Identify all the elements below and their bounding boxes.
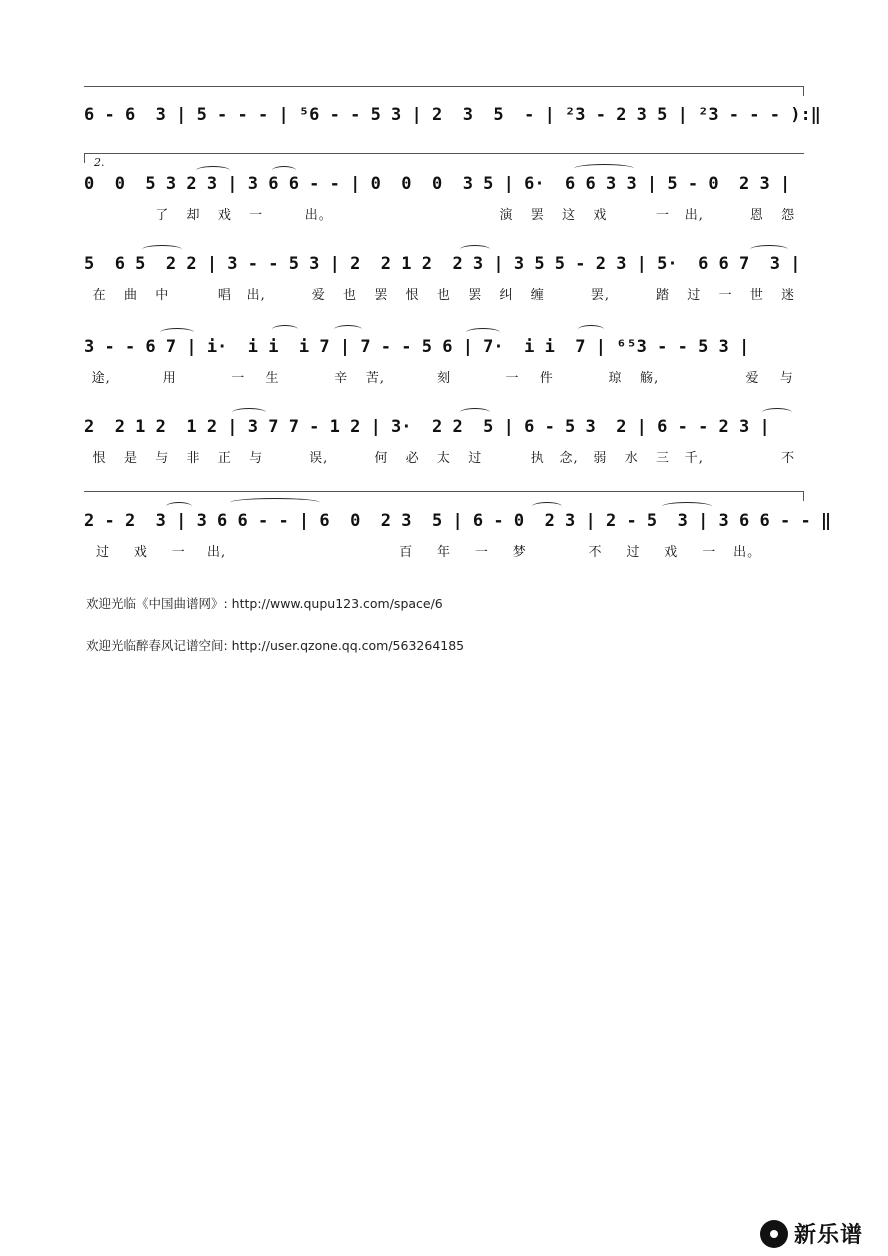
lyric-syllable: 出。 [733, 544, 762, 560]
lyric-syllable: 出, [684, 207, 704, 223]
footer-link-qupu123[interactable]: 欢迎光临《中国曲谱网》: http://www.qupu123.com/space/6 [86, 596, 443, 611]
slur-mark [466, 328, 500, 337]
lyric-syllable: 念, [559, 450, 579, 466]
lyric-syllable: 正 [217, 450, 232, 466]
lyric-syllable: 罢, [590, 287, 610, 303]
lyrics-row-2 [84, 203, 804, 223]
lyric-syllable: 执 [530, 450, 545, 466]
lyric-syllable: 三 [655, 450, 670, 466]
lyric-syllable: 罢 [530, 207, 545, 223]
lyric-syllable: 在 [92, 287, 107, 303]
lyric-syllable: 非 [186, 450, 201, 466]
notes-row-2: 0 0 5 3 2 3 | 3 6 6 - - | 0 0 0 3 5 | 6· 6 6 3 3 | 5 - 0 2 3 | [84, 174, 791, 194]
lyric-syllable: 年 [436, 544, 451, 560]
notes-row-5: 2 2 1 2 1 2 | 3 7 7 - 1 2 | 3· 2 2 5 | 6 - 5 3 2 | 6 - - 2 3 | [84, 417, 770, 437]
lyrics-row-5 [84, 446, 804, 466]
lyric-syllable: 千, [684, 450, 704, 466]
volta-label: 2. [94, 156, 105, 169]
lyric-syllable: 爱 [311, 287, 326, 303]
lyric-syllable: 恩 [749, 207, 764, 223]
slur-mark [762, 408, 792, 417]
lyric-syllable: 踏 [655, 287, 670, 303]
lyric-syllable: 是 [123, 450, 138, 466]
lyrics-row-3 [84, 283, 804, 303]
slur-mark [750, 245, 788, 254]
lyric-syllable: 过 [687, 287, 702, 303]
slur-mark [460, 408, 490, 417]
lyric-syllable: 迷 [781, 287, 796, 303]
lyric-syllable: 与 [155, 450, 170, 466]
slur-mark [460, 245, 490, 254]
lyric-syllable: 出, [207, 544, 227, 560]
rule-tick [803, 86, 804, 96]
lyric-syllable: 过 [95, 544, 110, 560]
lyric-syllable: 也 [343, 287, 358, 303]
notes-row-1: 6 - 6 3 | 5 - - - | ⁵6 - - 5 3 | 2 3 5 - | ²3 - 2 3 5 | ²3 - - - ):‖ [84, 105, 821, 125]
lyric-syllable: 一 [702, 544, 717, 560]
lyric-syllable: 出, [246, 287, 266, 303]
lyric-syllable: 也 [436, 287, 451, 303]
lyric-syllable: 苦, [365, 370, 385, 386]
lyric-syllable: 纠 [499, 287, 514, 303]
lyric-syllable: 曲 [123, 287, 138, 303]
site-logo [760, 1218, 863, 1249]
slur-mark [230, 498, 320, 507]
lyric-syllable: 戏 [664, 544, 679, 560]
lyric-syllable: 恨 [92, 450, 107, 466]
lyric-syllable: 弱 [593, 450, 608, 466]
lyric-syllable: 世 [749, 287, 764, 303]
lyric-syllable: 不 [781, 450, 796, 466]
slur-mark [272, 325, 298, 334]
lyric-syllable: 水 [624, 450, 639, 466]
lyric-syllable: 件 [539, 370, 554, 386]
lyric-syllable: 途, [91, 370, 111, 386]
lyric-syllable: 罢 [468, 287, 483, 303]
lyric-syllable: 误, [309, 450, 329, 466]
slur-mark [142, 245, 182, 254]
lyrics-row-6 [84, 540, 804, 560]
slur-mark [574, 164, 634, 173]
lyric-syllable: 恨 [405, 287, 420, 303]
slur-mark [272, 166, 296, 175]
lyric-syllable: 这 [562, 207, 577, 223]
lyric-syllable: 觞, [640, 370, 660, 386]
lyric-syllable: 演 [499, 207, 514, 223]
notes-row-4: 3 - - 6 7 | i· i i i 7 | 7 - - 5 6 | 7· i i 7 | ⁶⁵3 - - 5 3 | [84, 337, 750, 357]
lyric-syllable: 却 [186, 207, 201, 223]
lyric-syllable: 唱 [217, 287, 232, 303]
slur-mark [532, 502, 562, 511]
rule-tick [84, 153, 85, 163]
lyric-syllable: 中 [155, 287, 170, 303]
lyric-syllable: 一 [474, 544, 489, 560]
lyric-syllable: 出。 [304, 207, 333, 223]
lyric-syllable: 过 [626, 544, 641, 560]
lyric-syllable: 一 [718, 287, 733, 303]
notes-row-6: 2 - 2 3 | 3 6 6 - - | 6 0 2 3 5 | 6 - 0 2 3 | 2 - 5 3 | 3 6 6 - - ‖ [84, 511, 832, 531]
lyric-syllable: 一 [231, 370, 246, 386]
rule-tick [803, 491, 804, 501]
volta-rule [84, 153, 804, 154]
lyric-syllable: 戏 [217, 207, 232, 223]
footer-link-qzone[interactable]: 欢迎光临醉春风记谱空间: http://user.qzone.qq.com/563264185 [86, 638, 465, 653]
lyric-syllable: 用 [162, 370, 177, 386]
staff-rule-top [84, 86, 804, 87]
lyric-syllable: 不 [588, 544, 603, 560]
slur-mark [232, 408, 266, 417]
lyric-syllable: 过 [468, 450, 483, 466]
lyric-syllable: 梦 [512, 544, 527, 560]
slur-mark [166, 502, 192, 511]
lyric-syllable: 辛 [334, 370, 349, 386]
vinyl-record-icon [760, 1220, 788, 1248]
lyric-syllable: 何 [374, 450, 389, 466]
lyrics-row-4 [84, 366, 804, 386]
lyric-syllable: 缠 [530, 287, 545, 303]
slur-mark [662, 502, 712, 511]
notes-row-3: 5 6 5 2 2 | 3 - - 5 3 | 2 2 1 2 2 3 | 3 5 5 - 2 3 | 5· 6 6 7 3 | [84, 254, 801, 274]
lyric-syllable: 罢 [374, 287, 389, 303]
lyric-syllable: 一 [249, 207, 264, 223]
lyric-syllable: 与 [779, 370, 794, 386]
lyric-syllable: 一 [171, 544, 186, 560]
lyric-syllable: 一 [505, 370, 520, 386]
staff-rule-bottom [84, 491, 804, 492]
lyric-syllable: 与 [249, 450, 264, 466]
lyric-syllable: 必 [405, 450, 420, 466]
lyric-syllable: 了 [155, 207, 170, 223]
slur-mark [578, 325, 604, 334]
lyric-syllable: 爱 [745, 370, 760, 386]
lyric-syllable: 刻 [436, 370, 451, 386]
lyric-syllable: 戏 [133, 544, 148, 560]
lyric-syllable: 怨 [781, 207, 796, 223]
slur-mark [160, 328, 194, 337]
lyric-syllable: 一 [655, 207, 670, 223]
lyric-syllable: 戏 [593, 207, 608, 223]
lyric-syllable: 太 [436, 450, 451, 466]
lyric-syllable: 百 [399, 544, 414, 560]
lyric-syllable: 生 [265, 370, 280, 386]
slur-mark [196, 166, 230, 175]
logo-text: 新乐谱 [794, 1223, 864, 1248]
lyric-syllable: 琼 [608, 370, 623, 386]
slur-mark [334, 325, 362, 334]
